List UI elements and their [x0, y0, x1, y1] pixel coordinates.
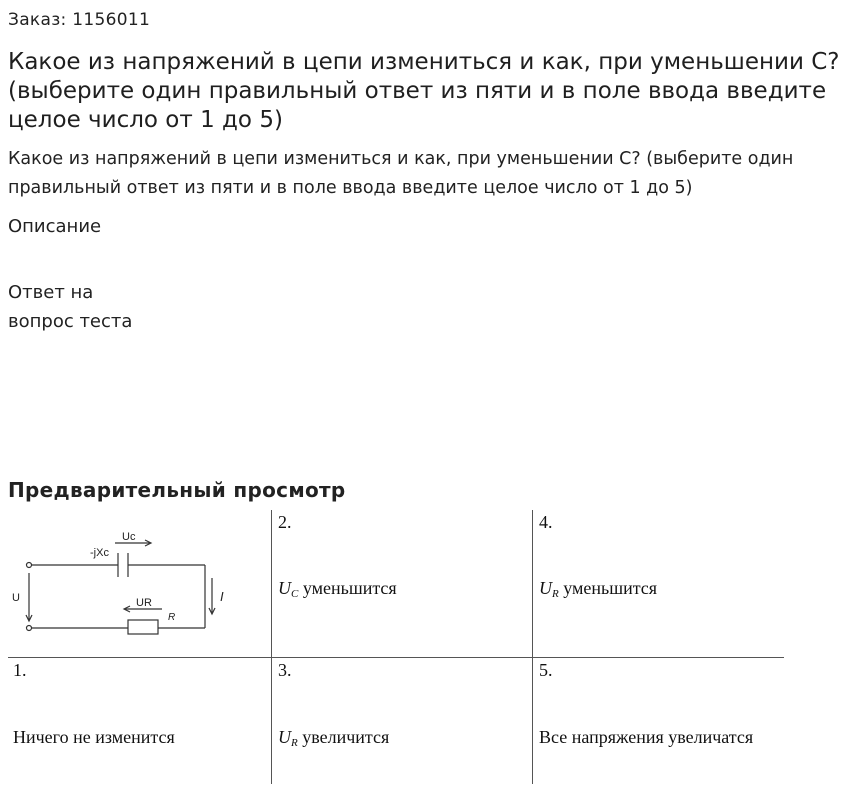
- answer-label-line1: Ответ на: [8, 282, 94, 303]
- description-label: Описание: [8, 216, 102, 237]
- option-1-text: Ничего не изменится: [13, 727, 175, 747]
- option-3-text: UR увеличится: [278, 727, 390, 749]
- answer-label-line2: вопрос теста: [8, 311, 133, 332]
- option-5-number: 5.: [539, 660, 553, 680]
- preview-heading: Предварительный просмотр: [8, 478, 346, 502]
- circuit-label-uc: Uc: [122, 531, 136, 543]
- circuit-label-u: U: [12, 592, 20, 604]
- option-2-text: UC уменьшится: [278, 578, 397, 600]
- question-description: Какое из напряжений в цепи измениться и как, при уменьшении С? (выберите один правильный ответ из пяти и в поле ввода введите целое число от 1 до 5): [8, 149, 794, 198]
- order-number: Заказ: 1156011: [8, 10, 151, 30]
- option-3-number: 3.: [278, 660, 292, 680]
- circuit-label-i: I: [220, 589, 224, 604]
- option-1-number: 1.: [13, 660, 27, 680]
- option-2-number: 2.: [278, 512, 292, 532]
- option-4-text: UR уменьшится: [539, 578, 658, 600]
- circuit-label-ur: UR: [136, 597, 152, 609]
- answer-label: [8, 278, 208, 336]
- grid-line-v2: [532, 510, 533, 784]
- option-5-text: Все напряжения увеличатся: [539, 727, 754, 747]
- option-4-number: 4.: [539, 512, 553, 532]
- grid-line-v1: [271, 510, 272, 784]
- preview-image: [0, 510, 847, 792]
- circuit-label-xc: -jXc: [90, 547, 109, 559]
- circuit-diagram: [0, 518, 260, 658]
- page-title: Какое из напряжений в цепи измениться и как, при уменьшении С? (выберите один правильный ответ из пяти и в поле ввода введите целое число от 1 до 5): [8, 49, 840, 133]
- circuit-label-r: R: [168, 612, 176, 623]
